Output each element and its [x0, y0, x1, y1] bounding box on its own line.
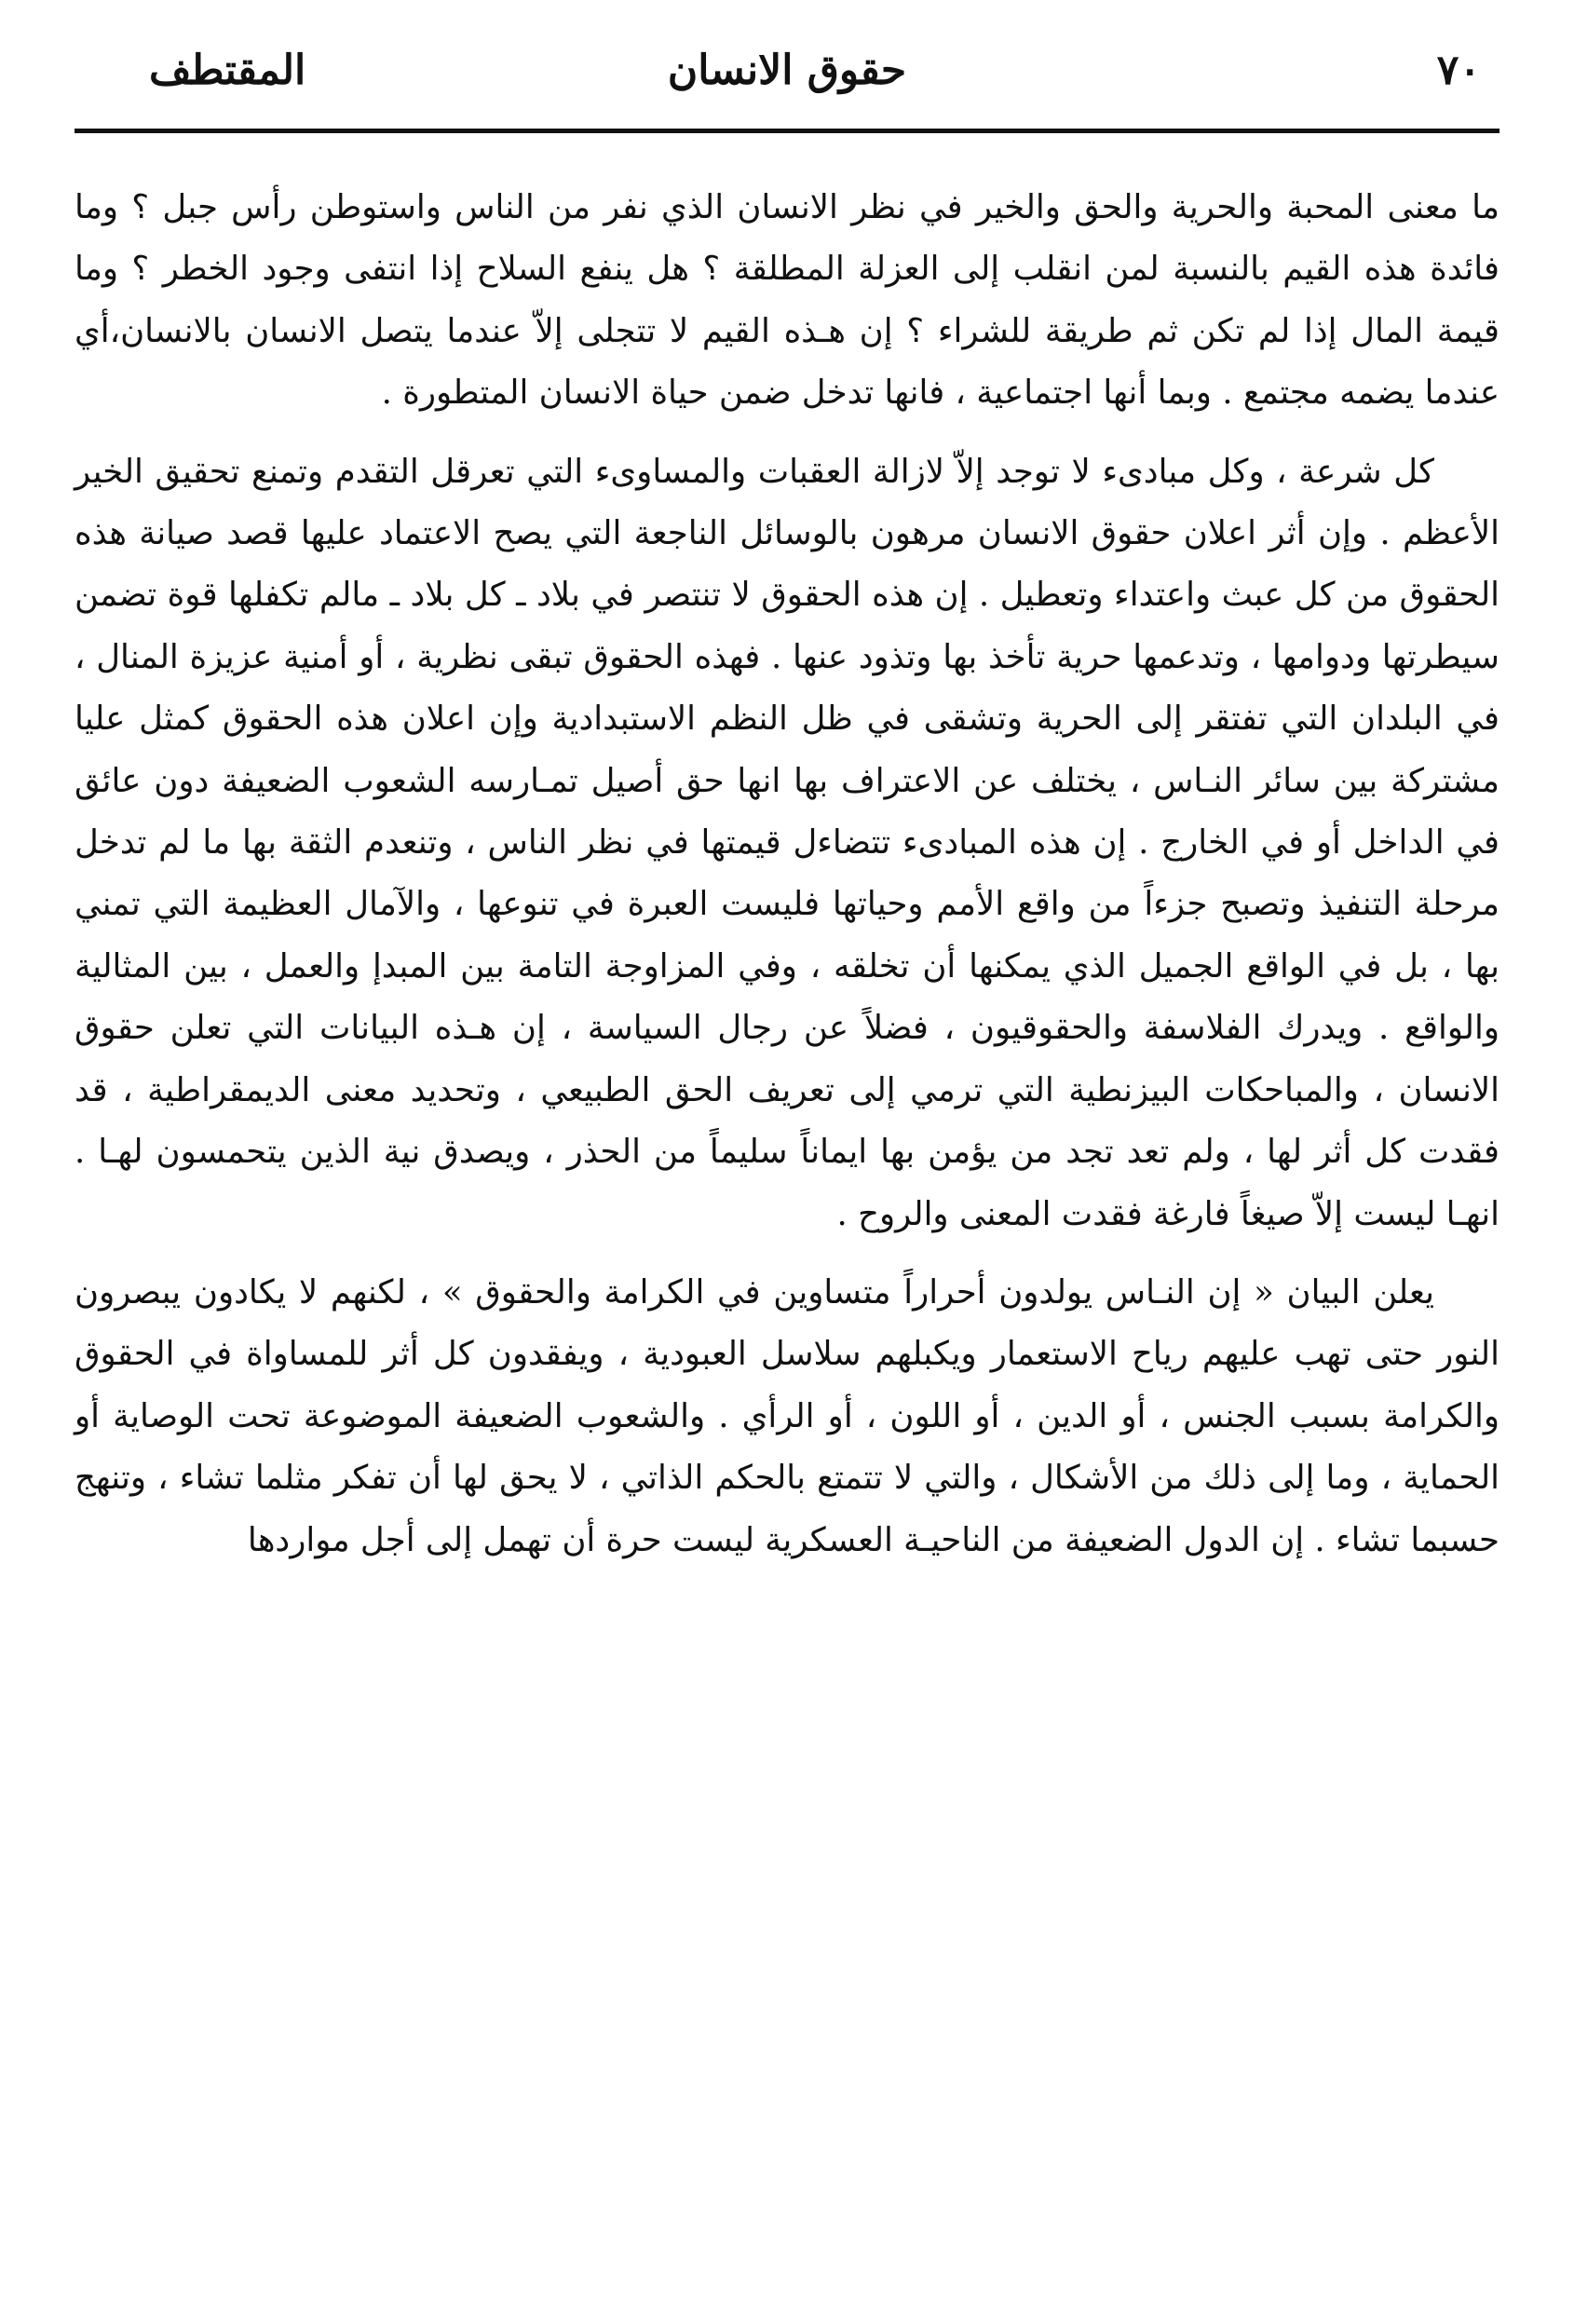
running-title: حقوق الانسان	[667, 47, 907, 94]
page-header	[75, 37, 1499, 121]
paragraph-3: يعلن البيان « إن النـاس يولدون أحراراً متساوين في الكرامة والحقوق » ، لكنهم لا يكادون يبصرون النور حتى تهب عليهم رياح الاستعمار ويكبلهم سلاسل العبودية ، ويفقدون كل أثر للمساواة في الحقوق والكرامة بسبب الجنس ، أو الدين ، أو اللون ، أو الرأي . والشعوب الضعيفة الموضوعة تحت الوصاية أو الحماية ، وما إلى ذلك من الأشكال ، والتي لا تتمتع بالحكم الذاتي ، لا يحق لها أن تفكر مثلما تشاء ، وتنهج حسبما تشاء . إن الدول الضعيفة من الناحيـة العسكرية ليست حرة أن تهمل إلى أجل مواردها	[75, 1272, 1499, 1559]
paragraph-1: ما معنى المحبة والحرية والحق والخير في نظر الانسان الذي نفر من الناس واستوطن رأس جبل ؟ وما فائدة هذه القيم بالنسبة لمن انقلب إلى العزلة المطلقة ؟ هل ينفع السلاح إذا انتفى وجود الخطر ؟ وما قيمة المال إذا لم تكن ثم طريقة للشراء ؟ إن هـذه القيم لا تتجلى إلاّ عندما يتصل الانسان بالانسان،أي عندما يضمه مجتمع . وبما أنها اجتماعية ، فانها تدخل ضمن حياة الانسان المتطورة .	[75, 188, 1499, 413]
book-page	[75, 37, 1499, 2291]
paragraph-2: كل شرعة ، وكل مبادىء لا توجد إلاّ لازالة العقبات والمساوىء التي تعرقل التقدم وتمنع تحقيق الخير الأعظم . وإن أثر اعلان حقوق الانسان مرهون بالوسائل الناجعة التي يصح الاعتماد عليها قصد صيانة هذه الحقوق من كل عبث واعتداء وتعطيل . إن هذه الحقوق لا تنتصر في بلاد ـ كل بلاد ـ مالم تكفلها قوة تضمن سيطرتها ودوامها ، وتدعمها حرية تأخذ بها وتذود عنها . فهذه الحقوق تبقى نظرية ، أو أمنية عزيزة المنال ، في البلدان التي تفتقر إلى الحرية وتشقى في ظل النظم الاستبدادية وإن اعلان هذه الحقوق كمثل عليا مشتركة بين سائر النـاس ، يختلف عن الاعتراف بها انها حق أصيل تمـارسه الشعوب الضعيفة دون عائق في الداخل أو في الخارج . إن هذه المبادىء تتضاءل قيمتها في نظر الناس ، وتنعدم الثقة بها ما لم تدخل مرحلة التنفيذ وتصبح جزءاً من واقع الأمم وحياتها فليست العبرة في تنوعها ، والآمال العظيمة التي تمني بها ، بل في الواقع الجميل الذي يمكنها أن تخلقه ، وفي المزاوجة التامة بين المبدإ والعمل ، بين المثالية والواقع . ويدرك الفلاسفة والحقوقيون ، فضلاً عن رجال السياسة ، إن هـذه البيانات التي تعلن حقوق الانسان ، والمباحكات البيزنطية التي ترمي إلى تعريف الحق الطبيعي ، وتحديد معنى الديمقراطية ، قد فقدت كل أثر لها ، ولم تعد تجد من يؤمن بها ايماناً سليماً من الحذر ، ويصدق نية الذين يتحمسون لهـا . انهـا ليست إلاّ صيغاً فارغة فقدت المعنى والروح .	[75, 452, 1500, 1233]
page-number: ٧٠	[1436, 47, 1481, 94]
journal-name: المقتطف	[149, 47, 306, 94]
header-rule	[75, 129, 1499, 133]
body-text	[75, 177, 1499, 1588]
